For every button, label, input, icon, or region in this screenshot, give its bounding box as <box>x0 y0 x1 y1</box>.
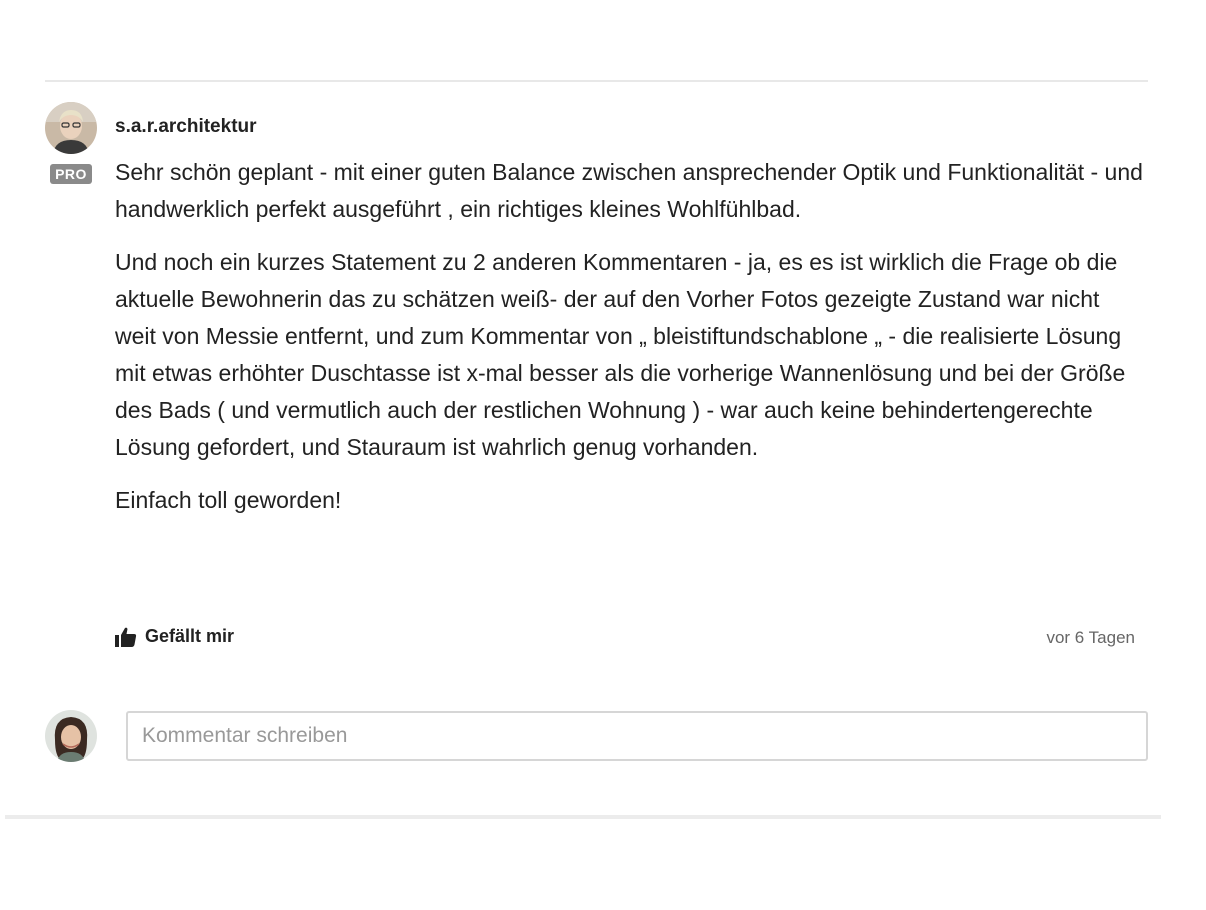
comment-timestamp: vor 6 Tagen <box>1046 628 1135 647</box>
comment-body <box>115 154 1145 535</box>
comment-paragraph: Sehr schön geplant - mit einer guten Balance zwischen ansprechender Optik und Funktionalität - und handwerklich perfekt ausgeführt , ein richtiges kleines Wohlfühlbad. <box>115 159 1143 222</box>
top-divider <box>45 80 1148 82</box>
pro-badge: PRO <box>50 164 92 184</box>
comment-paragraph: Und noch ein kurzes Statement zu 2 anderen Kommentaren - ja, es es ist wirklich die Frage ob die aktuelle Bewohnerin das zu schätzen weiß- der auf den Vorher Fotos gezeigte Zustand war nicht weit von Messie entfernt, und zum Kommentar von „ bleistiftundschablone „ - die realisierte Lösung mit etwas erhöhter Duschtasse ist x-mal besser als die vorherige Wannenlösung und bei der Größe des Bads ( und vermutlich auch der restlichen Wohnung ) - war auch keine behindertengerechte Lösung gefordert, und Stauraum ist wahrlich genug vorhanden. <box>115 249 1126 460</box>
thumbs-up-icon <box>115 627 137 647</box>
bottom-divider <box>5 815 1161 819</box>
author-name[interactable]: s.a.r.architektur <box>115 116 257 137</box>
comment-composer <box>45 710 1148 762</box>
comment-paragraph: Einfach toll geworden! <box>115 487 342 513</box>
like-button[interactable] <box>115 626 234 647</box>
author-avatar[interactable] <box>45 102 97 154</box>
current-user-avatar <box>45 710 97 762</box>
comment-actions <box>115 624 1135 654</box>
like-label: Gefällt mir <box>145 626 235 646</box>
comment-input[interactable] <box>126 711 1148 761</box>
